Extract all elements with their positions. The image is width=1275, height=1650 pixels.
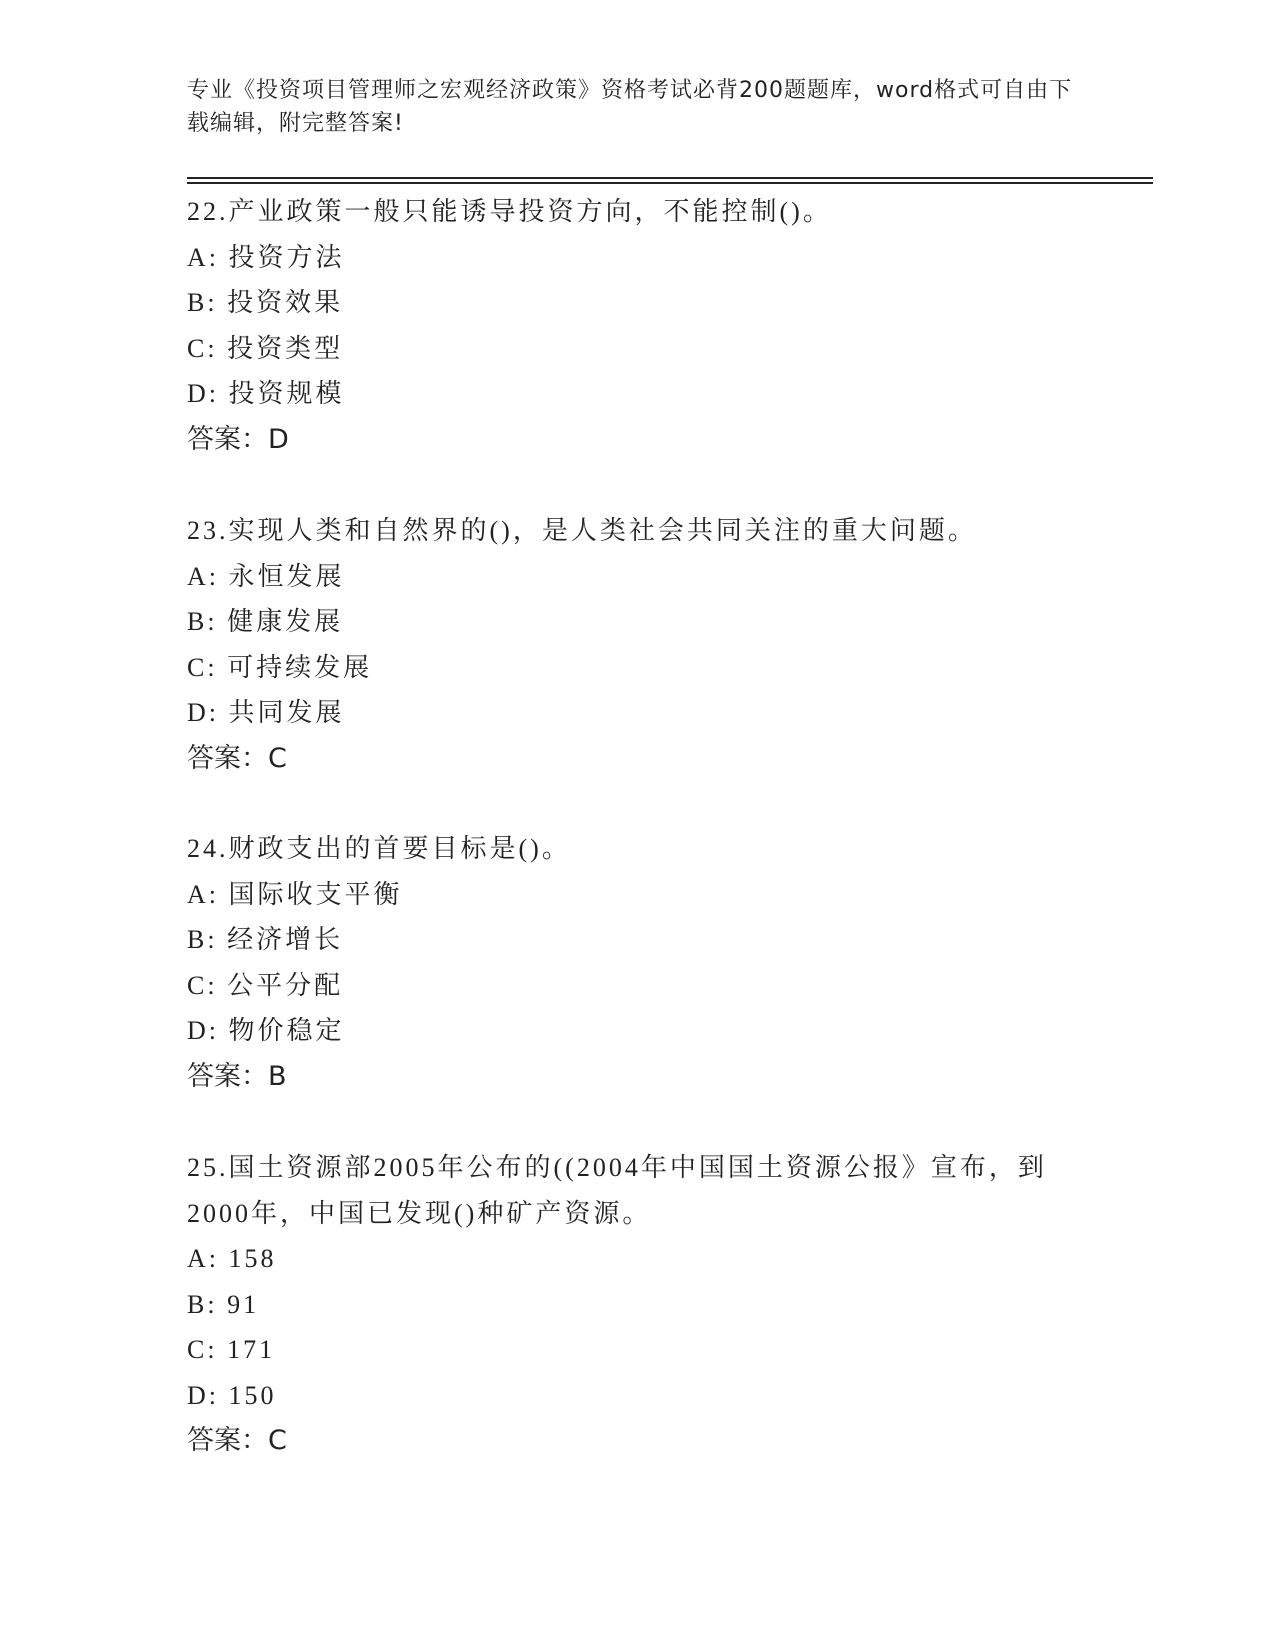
question-25 [187,1145,1087,1464]
question-stem: 25.国土资源部2005年公布的((2004年中国国土资源公报》宣布，到2000年，中国已发现()种矿产资源。 [187,1153,1047,1228]
header-divider-bottom [187,182,1153,184]
option-c: C: 171 [187,1335,276,1364]
question-stem: 23.实现人类和自然界的()，是人类社会共同关注的重大问题。 [187,516,977,545]
question-22 [187,189,1087,463]
answer-line: 答案：D [187,423,289,455]
option-b: B: 经济增长 [187,925,344,954]
question-23 [187,508,1087,782]
document-header [187,74,1087,140]
option-b: B: 91 [187,1289,260,1319]
option-a: A: 投资方法 [187,242,345,272]
option-a: A: 永恒发展 [187,561,345,591]
header-divider-top [187,177,1153,179]
option-a: A: 158 [187,1244,277,1273]
option-a: A: 国际收支平衡 [187,879,403,909]
option-d: D: 物价稳定 [187,1016,345,1045]
option-d: D: 150 [187,1380,277,1410]
option-c: C: 投资类型 [187,333,344,363]
header-intro-text: 专业《投资项目管理师之宏观经济政策》资格考试必背200题题库，word格式可自由下载编辑，附完整答案! [187,78,1073,136]
answer-line: 答案：C [187,1425,287,1456]
question-stem: 22.产业政策一般只能诱导投资方向，不能控制()。 [187,197,832,226]
option-c: C: 可持续发展 [187,652,373,682]
question-24 [187,826,1087,1100]
question-stem: 24.财政支出的首要目标是()。 [187,834,571,863]
option-b: B: 健康发展 [187,607,344,636]
option-c: C: 公平分配 [187,970,344,1000]
option-d: D: 投资规模 [187,379,345,408]
answer-line: 答案：C [187,742,287,774]
option-b: B: 投资效果 [187,288,344,317]
option-d: D: 共同发展 [187,698,345,727]
answer-line: 答案：B [187,1060,287,1092]
